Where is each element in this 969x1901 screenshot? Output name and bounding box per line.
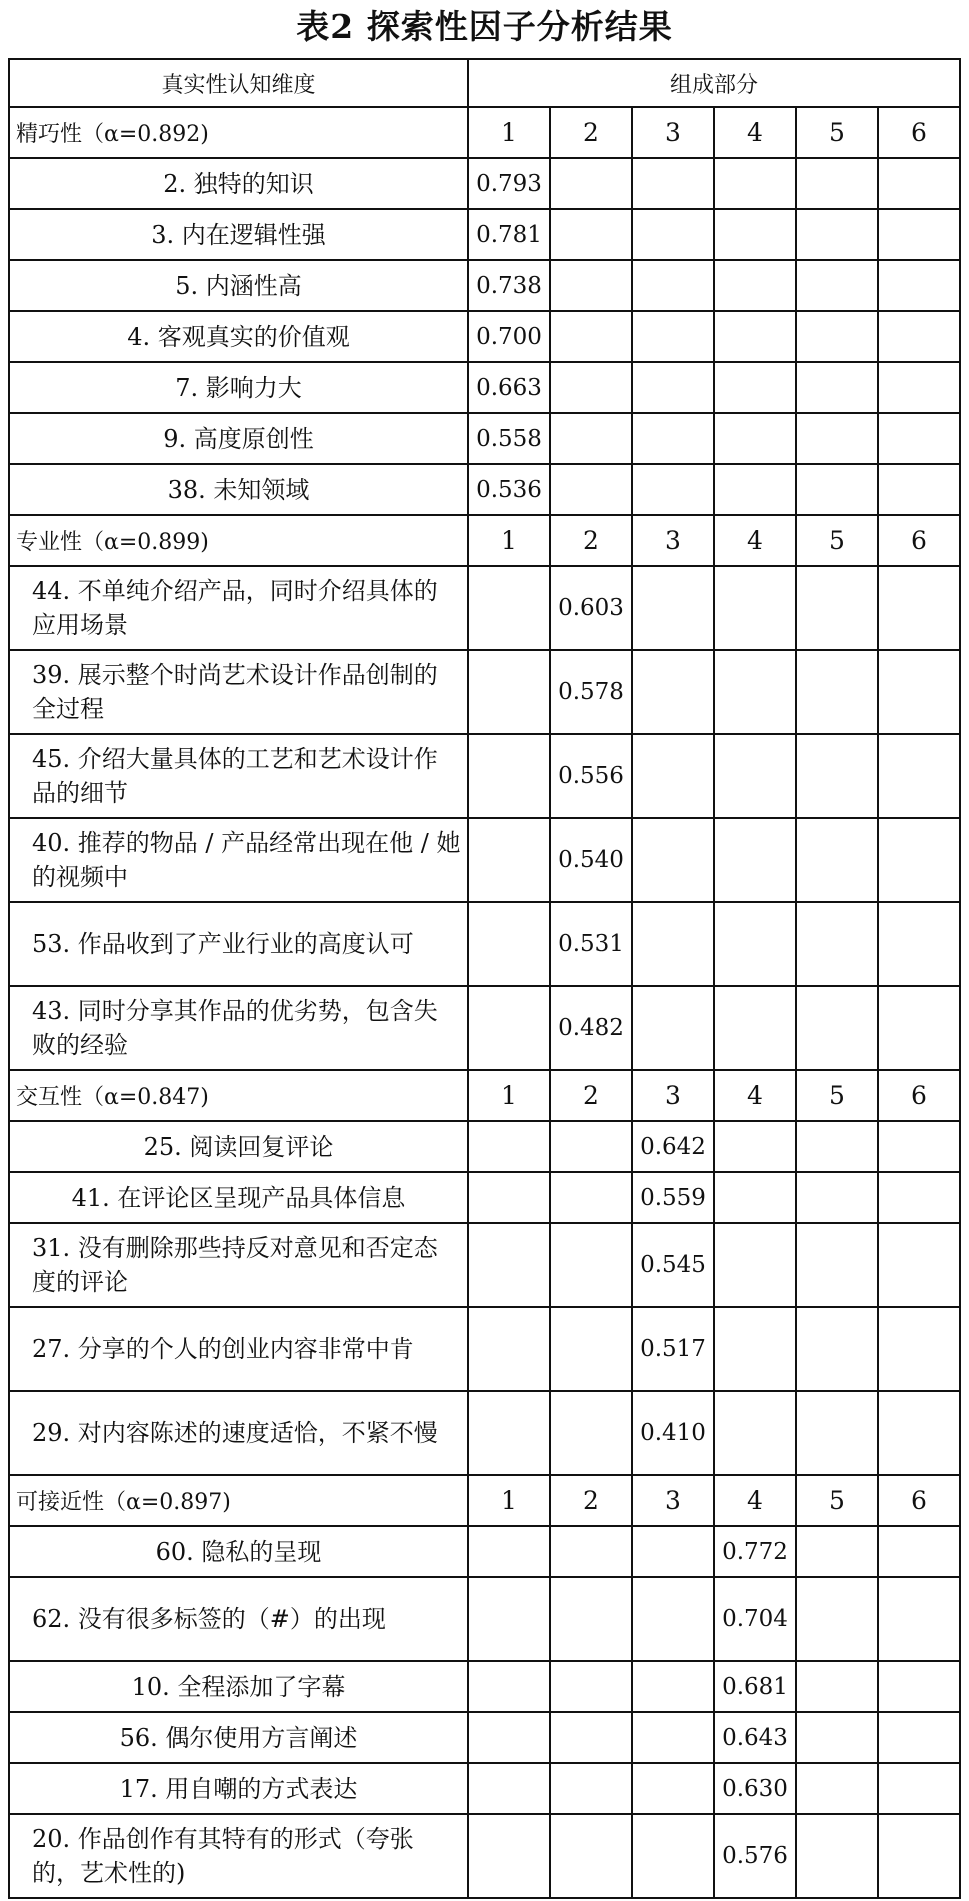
empty-cell	[878, 902, 960, 986]
empty-cell	[550, 1712, 632, 1763]
table-row	[9, 818, 960, 902]
empty-cell	[796, 1712, 878, 1763]
component-number: 4	[714, 1475, 796, 1526]
table-row	[9, 158, 960, 209]
empty-cell	[468, 1577, 550, 1661]
empty-cell	[714, 158, 796, 209]
table-row	[9, 1223, 960, 1307]
item-text: 60. 隐私的呈现	[9, 1526, 468, 1577]
table-row	[9, 311, 960, 362]
item-text: 45. 介绍大量具体的工艺和艺术设计作品的细节	[9, 734, 468, 818]
empty-cell	[468, 902, 550, 986]
empty-cell	[468, 1763, 550, 1814]
empty-cell	[796, 464, 878, 515]
empty-cell	[714, 1223, 796, 1307]
empty-cell	[550, 1223, 632, 1307]
empty-cell	[796, 1223, 878, 1307]
empty-cell	[878, 1121, 960, 1172]
item-text: 17. 用自嘲的方式表达	[9, 1763, 468, 1814]
empty-cell	[550, 1307, 632, 1391]
header-row	[9, 59, 960, 107]
item-text: 39. 展示整个时尚艺术设计作品创制的全过程	[9, 650, 468, 734]
component-number: 1	[468, 1070, 550, 1121]
empty-cell	[714, 1121, 796, 1172]
empty-cell	[632, 464, 714, 515]
empty-cell	[878, 1712, 960, 1763]
empty-cell	[714, 1172, 796, 1223]
empty-cell	[796, 1307, 878, 1391]
table-row	[9, 650, 960, 734]
loading-value: 0.704	[714, 1577, 796, 1661]
empty-cell	[714, 1307, 796, 1391]
empty-cell	[632, 902, 714, 986]
empty-cell	[878, 566, 960, 650]
group-label: 精巧性（α=0.892)	[9, 107, 468, 158]
empty-cell	[796, 1526, 878, 1577]
empty-cell	[878, 1223, 960, 1307]
loading-value: 0.536	[468, 464, 550, 515]
empty-cell	[714, 818, 796, 902]
empty-cell	[468, 1172, 550, 1223]
loading-value: 0.603	[550, 566, 632, 650]
empty-cell	[468, 1391, 550, 1475]
empty-cell	[632, 1814, 714, 1898]
component-number: 2	[550, 107, 632, 158]
loading-value: 0.663	[468, 362, 550, 413]
empty-cell	[796, 1814, 878, 1898]
empty-cell	[632, 1763, 714, 1814]
table-row	[9, 734, 960, 818]
component-number: 3	[632, 1070, 714, 1121]
item-text: 10. 全程添加了字幕	[9, 1661, 468, 1712]
table-row	[9, 1712, 960, 1763]
empty-cell	[878, 158, 960, 209]
loading-value: 0.531	[550, 902, 632, 986]
component-number: 1	[468, 515, 550, 566]
empty-cell	[550, 464, 632, 515]
component-number: 5	[796, 1475, 878, 1526]
empty-cell	[714, 260, 796, 311]
component-number: 2	[550, 1070, 632, 1121]
empty-cell	[796, 650, 878, 734]
group-label: 专业性（α=0.899)	[9, 515, 468, 566]
empty-cell	[878, 986, 960, 1070]
component-number: 6	[878, 1475, 960, 1526]
empty-cell	[632, 1661, 714, 1712]
empty-cell	[878, 413, 960, 464]
table-row	[9, 464, 960, 515]
empty-cell	[714, 1391, 796, 1475]
loading-value: 0.643	[714, 1712, 796, 1763]
item-text: 3. 内在逻辑性强	[9, 209, 468, 260]
empty-cell	[550, 1763, 632, 1814]
empty-cell	[796, 986, 878, 1070]
loading-value: 0.576	[714, 1814, 796, 1898]
empty-cell	[632, 362, 714, 413]
loading-value: 0.410	[632, 1391, 714, 1475]
empty-cell	[632, 650, 714, 734]
empty-cell	[550, 413, 632, 464]
item-text: 62. 没有很多标签的（#）的出现	[9, 1577, 468, 1661]
empty-cell	[550, 1814, 632, 1898]
empty-cell	[796, 311, 878, 362]
item-text: 38. 未知领域	[9, 464, 468, 515]
empty-cell	[468, 986, 550, 1070]
empty-cell	[878, 464, 960, 515]
empty-cell	[878, 209, 960, 260]
empty-cell	[468, 1526, 550, 1577]
component-number: 2	[550, 1475, 632, 1526]
group-header-row	[9, 515, 960, 566]
empty-cell	[796, 413, 878, 464]
empty-cell	[714, 986, 796, 1070]
table-row	[9, 1526, 960, 1577]
empty-cell	[878, 1391, 960, 1475]
empty-cell	[714, 734, 796, 818]
component-number: 5	[796, 515, 878, 566]
empty-cell	[468, 1712, 550, 1763]
empty-cell	[632, 1577, 714, 1661]
empty-cell	[796, 362, 878, 413]
empty-cell	[632, 209, 714, 260]
empty-cell	[714, 311, 796, 362]
item-text: 5. 内涵性高	[9, 260, 468, 311]
component-number: 4	[714, 107, 796, 158]
empty-cell	[468, 1223, 550, 1307]
table-row	[9, 1391, 960, 1475]
component-header: 组成部分	[468, 59, 960, 107]
empty-cell	[714, 902, 796, 986]
table-row	[9, 986, 960, 1070]
table-body	[9, 59, 960, 1898]
loading-value: 0.517	[632, 1307, 714, 1391]
empty-cell	[878, 1814, 960, 1898]
empty-cell	[796, 158, 878, 209]
empty-cell	[550, 311, 632, 362]
loading-value: 0.642	[632, 1121, 714, 1172]
loading-value: 0.793	[468, 158, 550, 209]
empty-cell	[796, 260, 878, 311]
empty-cell	[468, 650, 550, 734]
empty-cell	[632, 158, 714, 209]
empty-cell	[550, 1172, 632, 1223]
loading-value: 0.700	[468, 311, 550, 362]
empty-cell	[632, 1712, 714, 1763]
empty-cell	[632, 260, 714, 311]
empty-cell	[550, 209, 632, 260]
item-text: 25. 阅读回复评论	[9, 1121, 468, 1172]
empty-cell	[468, 1307, 550, 1391]
empty-cell	[468, 1121, 550, 1172]
item-text: 7. 影响力大	[9, 362, 468, 413]
empty-cell	[468, 1814, 550, 1898]
empty-cell	[632, 311, 714, 362]
item-text: 41. 在评论区呈现产品具体信息	[9, 1172, 468, 1223]
item-text: 20. 作品创作有其特有的形式（夸张的，艺术性的)	[9, 1814, 468, 1898]
empty-cell	[878, 1661, 960, 1712]
component-number: 6	[878, 515, 960, 566]
table-row	[9, 566, 960, 650]
group-header-row	[9, 1070, 960, 1121]
empty-cell	[468, 734, 550, 818]
empty-cell	[796, 1391, 878, 1475]
loading-value: 0.681	[714, 1661, 796, 1712]
empty-cell	[796, 209, 878, 260]
empty-cell	[550, 362, 632, 413]
item-text: 2. 独特的知识	[9, 158, 468, 209]
empty-cell	[796, 902, 878, 986]
item-text: 43. 同时分享其作品的优劣势，包含失败的经验	[9, 986, 468, 1070]
empty-cell	[796, 1172, 878, 1223]
empty-cell	[714, 566, 796, 650]
empty-cell	[878, 734, 960, 818]
item-text: 53. 作品收到了产业行业的高度认可	[9, 902, 468, 986]
loading-value: 0.772	[714, 1526, 796, 1577]
empty-cell	[632, 566, 714, 650]
table-row	[9, 1814, 960, 1898]
empty-cell	[714, 413, 796, 464]
item-text: 31. 没有删除那些持反对意见和否定态度的评论	[9, 1223, 468, 1307]
component-number: 4	[714, 515, 796, 566]
component-number: 6	[878, 1070, 960, 1121]
empty-cell	[714, 464, 796, 515]
empty-cell	[878, 1307, 960, 1391]
empty-cell	[878, 1577, 960, 1661]
empty-cell	[878, 260, 960, 311]
component-number: 3	[632, 515, 714, 566]
table-row	[9, 413, 960, 464]
empty-cell	[714, 362, 796, 413]
loading-value: 0.630	[714, 1763, 796, 1814]
loading-value: 0.578	[550, 650, 632, 734]
empty-cell	[796, 734, 878, 818]
empty-cell	[632, 734, 714, 818]
empty-cell	[796, 1661, 878, 1712]
empty-cell	[714, 650, 796, 734]
loading-value: 0.556	[550, 734, 632, 818]
loading-value: 0.482	[550, 986, 632, 1070]
item-text: 9. 高度原创性	[9, 413, 468, 464]
empty-cell	[878, 1526, 960, 1577]
component-number: 2	[550, 515, 632, 566]
group-label: 交互性（α=0.847)	[9, 1070, 468, 1121]
empty-cell	[714, 209, 796, 260]
table-row	[9, 362, 960, 413]
component-number: 3	[632, 107, 714, 158]
table-row	[9, 1172, 960, 1223]
component-number: 1	[468, 107, 550, 158]
loading-value: 0.558	[468, 413, 550, 464]
loading-value: 0.738	[468, 260, 550, 311]
component-number: 1	[468, 1475, 550, 1526]
empty-cell	[550, 1661, 632, 1712]
table-row	[9, 1763, 960, 1814]
empty-cell	[878, 362, 960, 413]
table-row	[9, 209, 960, 260]
loading-value: 0.545	[632, 1223, 714, 1307]
factor-analysis-table	[8, 58, 961, 1899]
item-text: 44. 不单纯介绍产品，同时介绍具体的应用场景	[9, 566, 468, 650]
empty-cell	[632, 413, 714, 464]
component-number: 6	[878, 107, 960, 158]
empty-cell	[468, 566, 550, 650]
empty-cell	[878, 818, 960, 902]
component-number: 5	[796, 107, 878, 158]
empty-cell	[632, 1526, 714, 1577]
dimension-header: 真实性认知维度	[9, 59, 468, 107]
component-number: 5	[796, 1070, 878, 1121]
item-text: 27. 分享的个人的创业内容非常中肯	[9, 1307, 468, 1391]
loading-value: 0.540	[550, 818, 632, 902]
empty-cell	[878, 650, 960, 734]
item-text: 40. 推荐的物品 / 产品经常出现在他 / 她的视频中	[9, 818, 468, 902]
group-header-row	[9, 1475, 960, 1526]
table-row	[9, 1307, 960, 1391]
loading-value: 0.781	[468, 209, 550, 260]
empty-cell	[468, 818, 550, 902]
empty-cell	[550, 1577, 632, 1661]
empty-cell	[632, 986, 714, 1070]
table-row	[9, 1577, 960, 1661]
table-title: 表2 探索性因子分析结果	[296, 7, 673, 46]
item-text: 29. 对内容陈述的速度适恰，不紧不慢	[9, 1391, 468, 1475]
group-label: 可接近性（α=0.897)	[9, 1475, 468, 1526]
empty-cell	[796, 818, 878, 902]
table-row	[9, 1661, 960, 1712]
empty-cell	[468, 1661, 550, 1712]
empty-cell	[878, 311, 960, 362]
empty-cell	[796, 1121, 878, 1172]
empty-cell	[550, 260, 632, 311]
component-number: 4	[714, 1070, 796, 1121]
component-number: 3	[632, 1475, 714, 1526]
empty-cell	[796, 1577, 878, 1661]
empty-cell	[632, 818, 714, 902]
empty-cell	[878, 1172, 960, 1223]
loading-value: 0.559	[632, 1172, 714, 1223]
empty-cell	[550, 158, 632, 209]
empty-cell	[796, 1763, 878, 1814]
group-header-row	[9, 107, 960, 158]
item-text: 4. 客观真实的价值观	[9, 311, 468, 362]
item-text: 56. 偶尔使用方言阐述	[9, 1712, 468, 1763]
empty-cell	[550, 1121, 632, 1172]
table-row	[9, 902, 960, 986]
empty-cell	[550, 1391, 632, 1475]
empty-cell	[796, 566, 878, 650]
table-row	[9, 260, 960, 311]
empty-cell	[550, 1526, 632, 1577]
empty-cell	[878, 1763, 960, 1814]
table-row	[9, 1121, 960, 1172]
